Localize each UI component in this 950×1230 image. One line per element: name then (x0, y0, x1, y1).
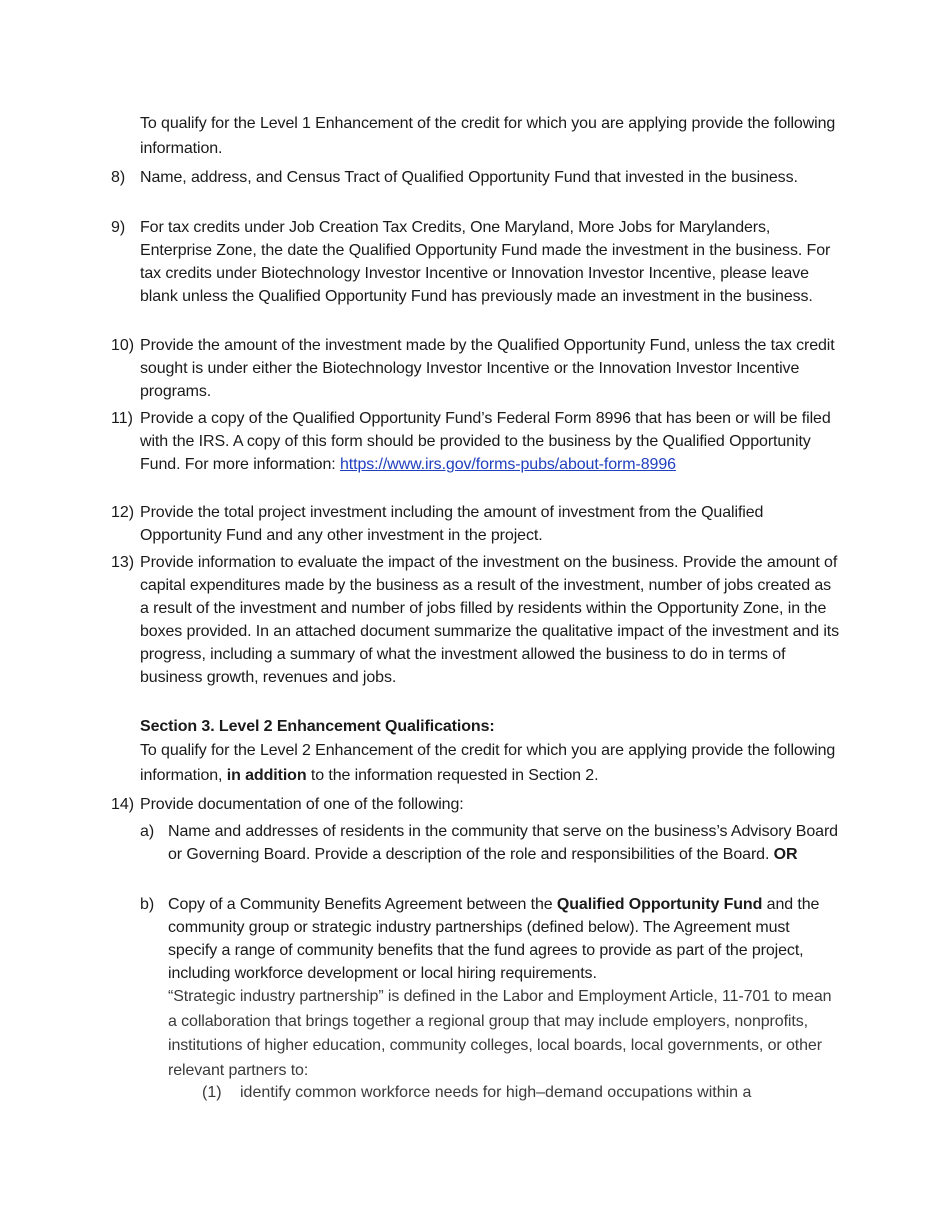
item-number: 10) (111, 337, 135, 354)
sub-item-a-body: Name and addresses of residents in the community that serve on the business’s Advisory Board or Governing Board. Provide a description of the role and responsibilities of the Board. (168, 823, 838, 863)
sub-item-letter: b) (140, 896, 155, 913)
sub-item-b-after: and the community group or strategic industry partnerships (defined below). The Agreement must specify a range of community benefits that the fund agrees to provide as part of the project, including workforce development or local hiring requirements. (168, 896, 820, 982)
section3-heading: Section 3. Level 2 Enhancement Qualifications: (140, 718, 495, 735)
strategic-partnership-definition: “Strategic industry partnership” is defined in the Labor and Employment Article, 11-701 to mean a collaboration that brings together a regional group that may include employers, nonprofits, institutions of higher education, community colleges, local boards, local governments, or other relevant partners to: (168, 988, 832, 1079)
item-text (140, 407, 840, 476)
section3-intro (140, 739, 840, 788)
item-text: Name, address, and Census Tract of Qualified Opportunity Fund that invested in the business. (140, 169, 798, 186)
section3-intro-after: to the information requested in Section 2. (306, 766, 599, 784)
item-text: Provide information to evaluate the impact of the investment on the business. Provide the amount of capital expenditures made by the business as a result of the investment, number of jobs created as a result of the investment and number of jobs filled by residents within the Opportunity Zone, in the boxes provided. In an attached document summarize the qualitative impact of the investment and its progress, including a summary of what the investment allowed the business to do in terms of business growth, revenues and jobs. (140, 554, 840, 686)
item-text: Provide the amount of the investment made by the Qualified Opportunity Fund, unless the tax credit sought is under either the Biotechnology Investor Incentive or the Innovation Investor Incentive programs. (140, 337, 835, 400)
item-text: Provide documentation of one of the following: (140, 796, 464, 813)
item-number: 13) (111, 554, 135, 571)
sub-item-letter: a) (140, 823, 155, 840)
item-text-body: Provide a copy of the Qualified Opportunity Fund’s Federal Form 8996 that has been or will be filed with the IRS. A copy of this form should be provided to the business by the Qualified Opportunity Fund. For more information: (140, 410, 831, 473)
sub-sub-item-number: (1) (202, 1084, 222, 1101)
item-number: 11) (111, 410, 133, 427)
sub-item-text (168, 820, 840, 866)
qof-bold: Qualified Opportunity Fund (556, 896, 763, 913)
item-text: Provide the total project investment including the amount of investment from the Qualified Opportunity Fund and any other investment in the project. (140, 504, 764, 544)
irs-form-8996-link[interactable]: https://www.irs.gov/forms-pubs/about-form-8996 (339, 456, 676, 473)
sub-item-text (168, 893, 840, 1083)
item-number: 8) (111, 169, 126, 186)
sub-item-b-before: Copy of a Community Benefits Agreement between the (168, 896, 557, 913)
level1-intro: To qualify for the Level 1 Enhancement of the credit for which you are applying provide the following information. (140, 115, 836, 157)
section3-intro-before: To qualify for the Level 2 Enhancement of the credit for which you are applying provide the following information, (140, 742, 836, 784)
item-number: 12) (111, 504, 135, 521)
sub-sub-item-text: identify common workforce needs for high–demand occupations within a (240, 1084, 752, 1101)
section3-intro-bold: in addition (226, 766, 307, 784)
item-number: 14) (111, 796, 135, 813)
or-label: OR (773, 846, 798, 863)
item-number: 9) (111, 219, 126, 236)
item-text: For tax credits under Job Creation Tax Credits, One Maryland, More Jobs for Marylanders, Enterprise Zone, the date the Qualified Opportunity Fund made the investment in the business. For tax credits under Biotechnology Investor Incentive or Innovation Investor Incentive, please leave blank unless the Qualified Opportunity Fund has previously made an investment in the business. (140, 219, 831, 305)
